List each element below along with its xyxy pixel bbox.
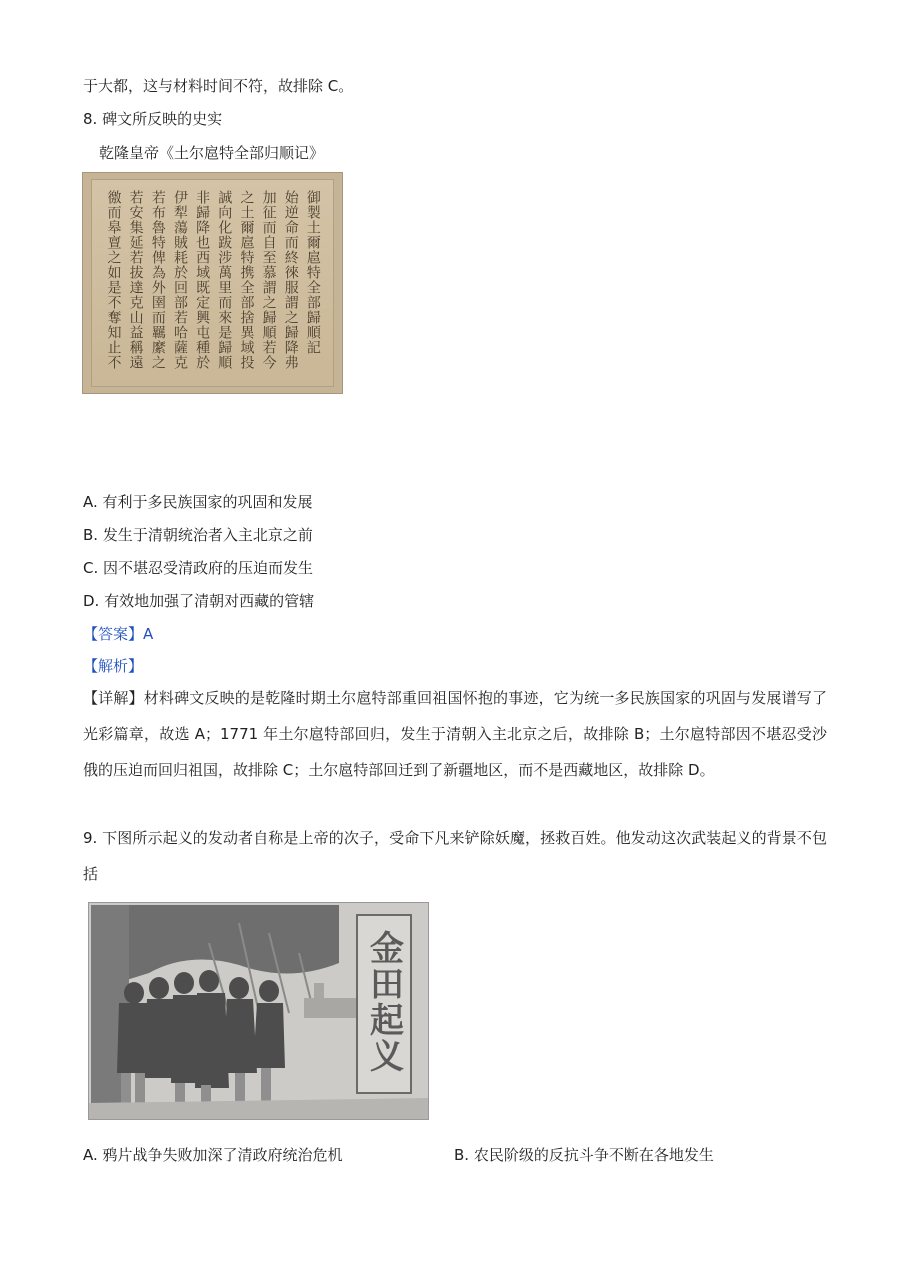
answer: 【答案】A bbox=[83, 625, 154, 643]
option-d: D. 有效地加强了清朝对西藏的管辖 bbox=[83, 592, 315, 610]
stele-column: 非歸降也西域既定興屯種於 bbox=[194, 190, 211, 370]
prev-answer-end: 于大都，这与材料时间不符，故排除 C。 bbox=[83, 77, 354, 95]
stele-column: 加征而自至慕謂之歸順若今 bbox=[260, 190, 277, 370]
stele-column: 伊犁蕩賊耗於回部若哈薩克 bbox=[171, 190, 188, 370]
stele-column: 徼而皋亶之如是不奪知止不 bbox=[105, 190, 122, 370]
stele-column: 若布魯特俾為外圉而羈縻之 bbox=[149, 190, 166, 370]
detail-explanation: 【详解】材料碑文反映的是乾隆时期土尔扈特部重回祖国怀抱的事迹，它为统一多民族国家的巩固与发展谱写了光彩篇章，故选 A；1771 年土尔扈特部回归，发生于清朝入主北京之后，故排除 B；土尔扈特部因不堪忍受沙俄的压迫而回归祖国，故排除 C；土尔扈特部回迁到了新疆地区，而不是西藏地区，故排除 D。 bbox=[83, 689, 827, 779]
analysis-label: 【解析】 bbox=[83, 657, 144, 675]
source-title: 乾隆皇帝《土尔扈特全部归顺记》 bbox=[99, 144, 325, 162]
option-c: C. 因不堪忍受清政府的压迫而发生 bbox=[83, 559, 314, 577]
q9-option-b: B. 农民阶级的反抗斗争不断在各地发生 bbox=[454, 1146, 714, 1164]
stele-inscription-image bbox=[82, 172, 343, 394]
image-title-box bbox=[356, 914, 412, 1094]
stele-column: 之土爾扈特携全部捨異域投 bbox=[238, 190, 255, 370]
stele-column: 若安集延若拔達克山益稱遠 bbox=[127, 190, 144, 370]
option-b: B. 发生于清朝统治者入主北京之前 bbox=[83, 526, 313, 544]
q9-option-a: A. 鸦片战争失败加深了清政府统治危机 bbox=[83, 1146, 343, 1164]
option-a: A. 有利于多民族国家的巩固和发展 bbox=[83, 493, 313, 511]
stele-column: 御製土爾扈特全部歸順記 bbox=[304, 190, 321, 355]
stele-column: 始逆命而終徠服謂之歸降弗 bbox=[282, 190, 299, 370]
stele-column: 誠向化跋涉萬里而來是歸順 bbox=[216, 190, 233, 370]
question-9-stem: 9. 下图所示起义的发动者自称是上帝的次子，受命下凡来铲除妖魔，拯救百姓。他发动这次武装起义的背景不包括 bbox=[83, 829, 827, 883]
image-title: 金田起义 bbox=[363, 930, 404, 1074]
question-8-stem: 8. 碑文所反映的史实 bbox=[83, 110, 223, 128]
